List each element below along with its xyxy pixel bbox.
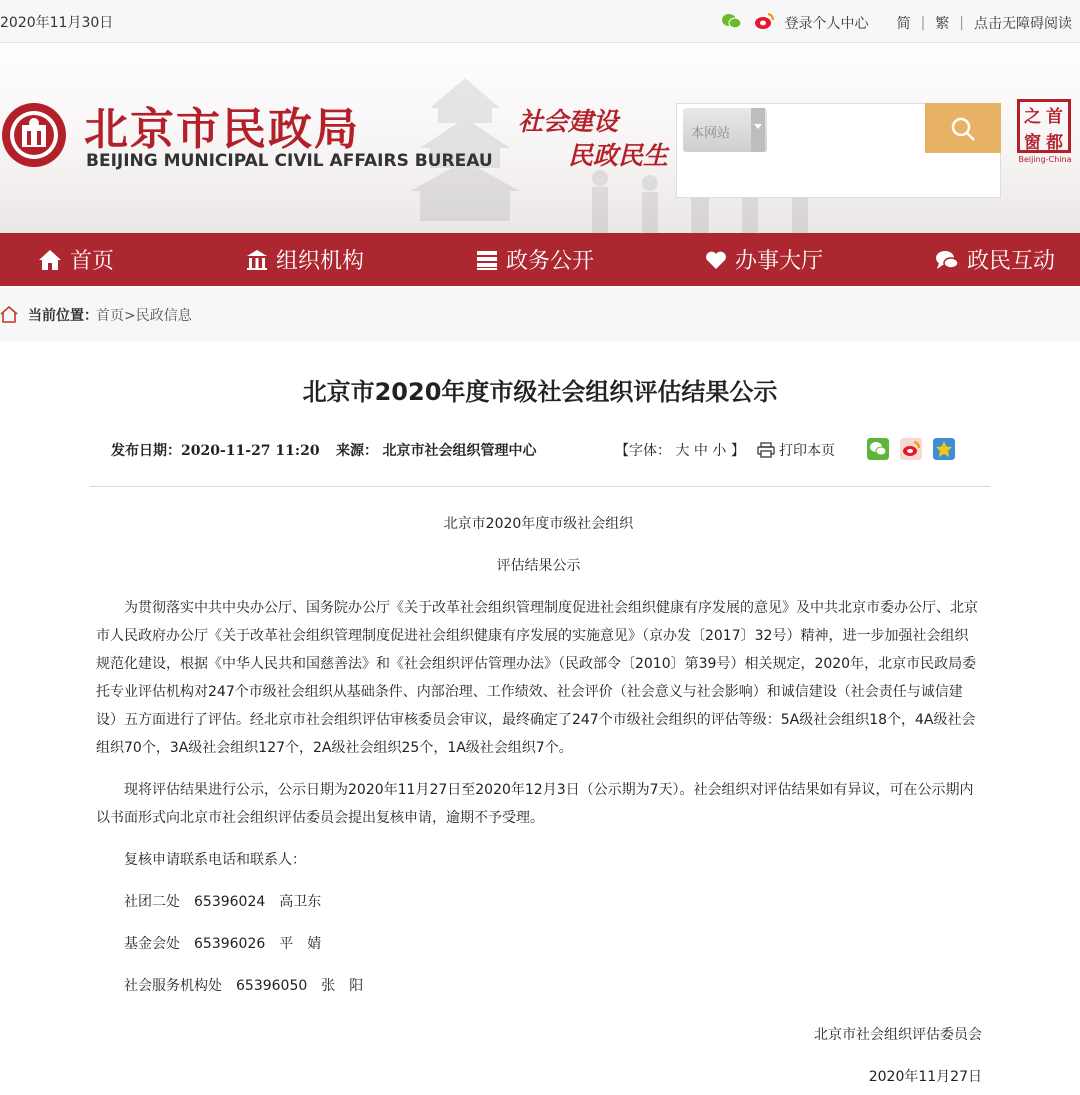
search-icon: [950, 116, 976, 142]
nav-item-home[interactable]: [38, 233, 114, 286]
nav-label: 政务公开: [506, 249, 595, 274]
header-banner: [0, 43, 1080, 233]
font-size-label: 【字体：: [615, 443, 671, 459]
search-button[interactable]: [925, 103, 1001, 153]
slogan: [518, 105, 668, 173]
search-input[interactable]: [773, 108, 927, 154]
top-bar: [0, 0, 1080, 43]
contact-line: 基金会处 65396026 平 婧: [124, 936, 322, 952]
source-value: 北京市社会组织管理中心: [382, 443, 537, 459]
print-label: 打印本页: [779, 443, 835, 459]
share-weibo-icon[interactable]: [900, 438, 922, 460]
body-heading-2: 评估结果公示: [496, 558, 581, 574]
bureau-name-en: BEIJING MUNICIPAL CIVIL AFFAIRS BUREAU: [86, 151, 493, 171]
wechat-icon[interactable]: [721, 12, 743, 34]
contact-line: 社团二处 65396024 高卫东: [124, 894, 322, 910]
home-icon: [38, 249, 62, 271]
simplified-chinese-link[interactable]: 简: [896, 16, 911, 32]
body-heading-1: 北京市2020年度市级社会组织: [443, 516, 634, 532]
breadcrumb-path[interactable]: 首页>民政信息: [96, 308, 192, 324]
body-paragraph-2: 现将评估结果进行公示，公示日期为2020年11月27日至2020年12月3日（公示期为7天）。社会组织对评估结果如有异议，可在公示期内以书面形式向北京市社会组织评估委员会提出复核申请，逾期不予受理。: [96, 782, 974, 826]
signature: 北京市社会组织评估委员会: [814, 1027, 982, 1043]
separator: |: [920, 15, 926, 31]
building-icon: [246, 249, 268, 271]
document-icon: [476, 249, 498, 271]
nav-label: 组织机构: [276, 249, 365, 274]
font-size-control: [615, 440, 745, 460]
signature-date: 2020年11月27日: [868, 1069, 982, 1085]
publish-date-label: 发布日期：: [111, 443, 181, 459]
share-wechat-icon[interactable]: [867, 438, 889, 460]
contact-intro: 复核申请联系电话和联系人：: [124, 852, 306, 868]
nav-item-government-affairs[interactable]: [476, 233, 594, 286]
weibo-icon[interactable]: [753, 12, 775, 34]
search-scope-select[interactable]: [683, 108, 767, 152]
search-box: [676, 103, 1001, 198]
share-favorite-icon[interactable]: [933, 438, 955, 460]
current-date: 2020年11月30日: [0, 15, 114, 31]
separator: |: [959, 15, 964, 31]
print-button[interactable]: [757, 440, 835, 460]
publish-date: 2020-11-27 11:20: [181, 443, 320, 459]
capital-char: 首: [1046, 107, 1063, 127]
bureau-emblem-logo: [0, 101, 68, 169]
source-label: 来源：: [336, 443, 379, 459]
chevron-down-icon: [751, 108, 765, 152]
breadcrumb-label: 当前位置：: [28, 308, 98, 324]
capital-char: 之: [1024, 107, 1041, 127]
divider: [90, 486, 990, 487]
capital-char: 都: [1046, 133, 1063, 153]
home-outline-icon: [0, 306, 18, 323]
printer-icon: [757, 442, 775, 458]
search-scope-label: 本网站: [691, 126, 731, 141]
nav-item-organization[interactable]: [246, 233, 364, 286]
article-body: [96, 510, 981, 1000]
contact-line: 社会服务机构处 65396050 张 阳: [124, 978, 364, 994]
accessibility-link[interactable]: 点击无障碍阅读: [974, 16, 1072, 32]
body-paragraph-1: 为贯彻落实中共中央办公厅、国务院办公厅《关于改革社会组织管理制度促进社会组织健康有序发展的意见》及中共北京市委办公厅、北京市人民政府办公厅《关于改革社会组织管理制度促进社会组织健康有序发展的实施意见》（京办发〔2017〕32号）精神，进一步加强社会组织规范化建设，根据《中华人民共和国慈善法》和《社会组织评估管理办法》（民政部令〔2010〕第39号）相关规定，2020年，北京市民政局委托专业评估机构对247个市级社会组织从基础条件、内部治理、工作绩效、社会评价（社会意义与社会影响）和诚信建设（社会责任与诚信建设）五方面进行了评估。经北京市社会组织评估审核委员会审议，最终确定了247个市级社会组织的评估等级：5A级社会组织18个，4A级社会组织70个，3A级社会组织127个，2A级社会组织25个，1A级社会组织7个。: [96, 600, 978, 756]
capital-window-logo[interactable]: [1014, 99, 1074, 169]
nav-label: 首页: [70, 249, 115, 274]
article-meta: [111, 440, 536, 460]
heart-icon: [705, 250, 727, 270]
nav-item-interaction[interactable]: [935, 233, 1055, 286]
login-link[interactable]: 登录个人中心: [784, 16, 869, 32]
article-title: 北京市2020年度市级社会组织评估结果公示: [302, 378, 778, 406]
bureau-name-cn: 北京市民政局: [84, 104, 360, 155]
nav-item-service-hall[interactable]: [705, 233, 823, 286]
capital-en-label: Beijing-China: [1018, 155, 1072, 164]
chat-icon: [935, 249, 959, 271]
traditional-chinese-link[interactable]: 繁: [935, 16, 950, 32]
font-medium-button[interactable]: 中: [693, 443, 708, 459]
nav-label: 办事大厅: [735, 249, 824, 274]
font-large-button[interactable]: 大: [675, 443, 690, 459]
breadcrumb: [0, 287, 1080, 341]
slogan-line-2: 民政民生: [568, 141, 669, 170]
capital-char: 窗: [1024, 133, 1041, 153]
font-small-button[interactable]: 小: [712, 443, 727, 459]
main-nav: [0, 233, 1080, 286]
font-size-close: 】: [730, 443, 745, 459]
nav-label: 政民互动: [967, 249, 1056, 274]
slogan-line-1: 社会建设: [518, 107, 619, 136]
